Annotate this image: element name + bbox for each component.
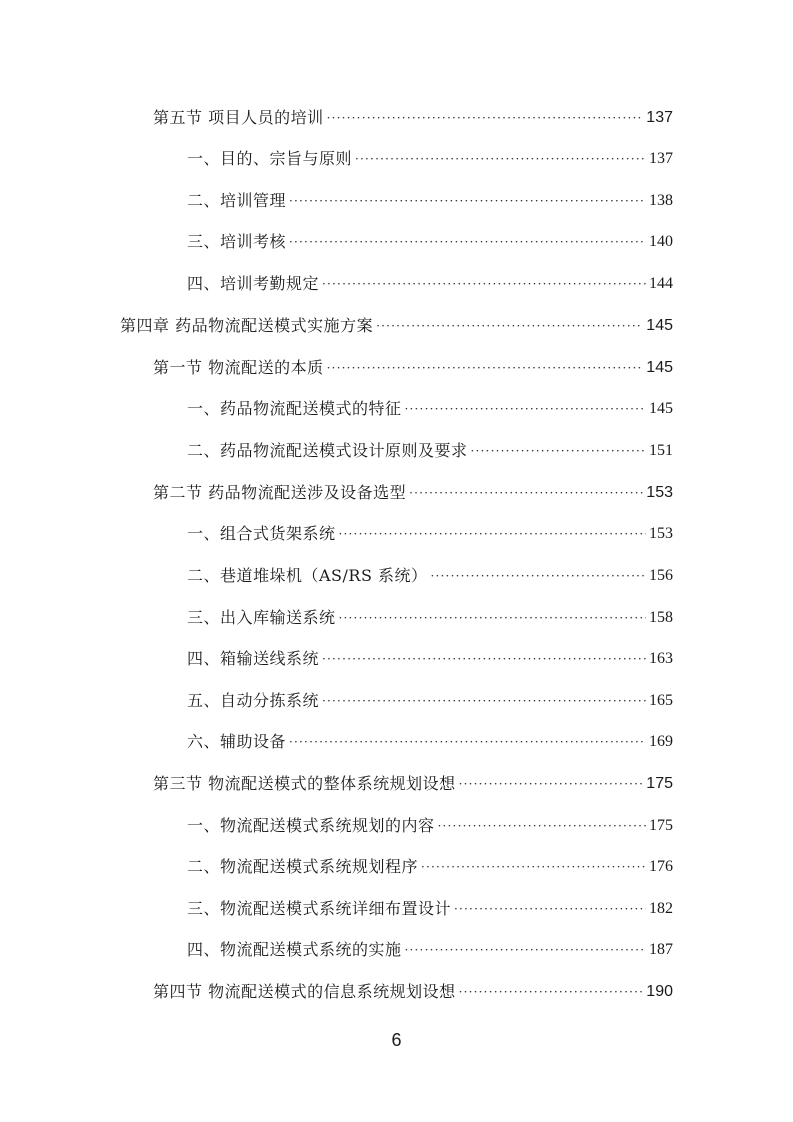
toc-entry-page: 145	[646, 317, 673, 334]
dot-leader	[459, 984, 644, 1002]
toc-entry-title: 一、物流配送模式系统规划的内容	[187, 816, 435, 835]
toc-entry[interactable]	[187, 145, 673, 169]
dot-leader	[327, 110, 644, 128]
toc-entry-title: 二、巷道堆垛机（AS/RS 系统）	[187, 566, 428, 585]
toc-entry[interactable]	[187, 187, 673, 211]
dot-leader	[454, 901, 646, 919]
dot-leader	[459, 776, 644, 794]
toc-entry-title: 第一节 物流配送的本质	[153, 358, 324, 377]
toc-entry-title: 第四节 物流配送模式的信息系统规划设想	[153, 982, 456, 1001]
toc-entry-title: 一、组合式货架系统	[187, 524, 336, 543]
dot-leader	[405, 401, 646, 419]
toc-entry-page: 182	[649, 900, 673, 917]
toc-entry[interactable]	[187, 395, 673, 419]
toc-entry-title: 六、辅助设备	[187, 732, 287, 751]
dot-leader	[322, 276, 646, 294]
toc-entry-title: 第五节 项目人员的培训	[153, 108, 324, 127]
dot-leader	[322, 651, 646, 669]
toc-entry[interactable]	[120, 312, 673, 336]
toc-entry[interactable]	[187, 270, 673, 294]
dot-leader	[355, 151, 646, 169]
toc-entry-page: 175	[649, 817, 673, 834]
toc-entry-page: 137	[646, 109, 673, 126]
dot-leader	[421, 859, 646, 877]
toc-entry-page: 151	[649, 442, 673, 459]
toc-entry[interactable]	[187, 812, 673, 836]
dot-leader	[405, 942, 646, 960]
toc-entry[interactable]	[187, 604, 673, 628]
toc-entry[interactable]	[187, 728, 673, 752]
toc-entry-page: 158	[649, 609, 673, 626]
dot-leader	[431, 568, 646, 586]
toc-entry-title: 五、自动分拣系统	[187, 691, 320, 710]
dot-leader	[289, 734, 646, 752]
dot-leader	[289, 193, 646, 211]
toc-entry[interactable]	[187, 853, 673, 877]
toc-entry-title: 四、培训考勤规定	[187, 274, 320, 293]
toc-entry-title: 一、药品物流配送模式的特征	[187, 399, 402, 418]
dot-leader	[322, 693, 646, 711]
toc-entry-title: 第四章 药品物流配送模式实施方案	[120, 316, 374, 335]
toc-entry[interactable]	[153, 104, 673, 128]
toc-entry[interactable]	[153, 770, 673, 794]
dot-leader	[327, 360, 644, 378]
toc-entry[interactable]	[187, 437, 673, 461]
toc-entry-title: 一、目的、宗旨与原则	[187, 149, 353, 168]
toc-entry-title: 四、箱输送线系统	[187, 649, 320, 668]
dot-leader	[376, 318, 643, 336]
toc-entry[interactable]	[187, 687, 673, 711]
toc-entry-page: 138	[649, 192, 673, 209]
page-number: 6	[391, 1030, 402, 1050]
toc-entry-page: 187	[649, 941, 673, 958]
dot-leader	[409, 485, 643, 503]
toc-entry-page: 145	[646, 359, 673, 376]
toc-entry-title: 四、物流配送模式系统的实施	[187, 940, 402, 959]
toc-entry-title: 三、物流配送模式系统详细布置设计	[187, 899, 452, 918]
toc-entry[interactable]	[187, 562, 673, 586]
dot-leader	[438, 818, 646, 836]
toc-entry-page: 163	[649, 650, 673, 667]
toc-entry-title: 三、出入库输送系统	[187, 608, 336, 627]
toc-entry-page: 153	[646, 484, 673, 501]
toc-entry[interactable]	[187, 895, 673, 919]
toc-entry[interactable]	[153, 479, 673, 503]
toc-entry-page: 140	[649, 233, 673, 250]
toc-entry[interactable]	[153, 354, 673, 378]
toc-entry-page: 176	[649, 858, 673, 875]
toc-entry-page: 175	[646, 775, 673, 792]
dot-leader	[289, 234, 646, 252]
toc-entry[interactable]	[187, 645, 673, 669]
toc-entry-page: 156	[649, 567, 673, 584]
toc-entry-title: 第三节 物流配送模式的整体系统规划设想	[153, 774, 456, 793]
toc-entry-page: 153	[649, 525, 673, 542]
toc-entry-page: 165	[649, 692, 673, 709]
toc-entry-title: 二、药品物流配送模式设计原则及要求	[187, 441, 468, 460]
toc-entry-page: 145	[649, 400, 673, 417]
toc-entry-title: 二、培训管理	[187, 191, 287, 210]
dot-leader	[339, 526, 646, 544]
toc-entry-page: 137	[649, 150, 673, 167]
toc-entry-title: 三、培训考核	[187, 232, 287, 251]
dot-leader	[339, 610, 646, 628]
dot-leader	[471, 443, 646, 461]
toc-entry-title: 第二节 药品物流配送涉及设备选型	[153, 483, 407, 502]
toc-entry-page: 169	[649, 733, 673, 750]
toc-entry[interactable]	[187, 228, 673, 252]
toc-entry[interactable]	[187, 936, 673, 960]
toc-entry-page: 190	[646, 983, 673, 1000]
toc-entry[interactable]	[153, 978, 673, 1002]
toc-entry-page: 144	[649, 275, 673, 292]
toc-entry[interactable]	[187, 520, 673, 544]
toc-entry-title: 二、物流配送模式系统规划程序	[187, 857, 419, 876]
